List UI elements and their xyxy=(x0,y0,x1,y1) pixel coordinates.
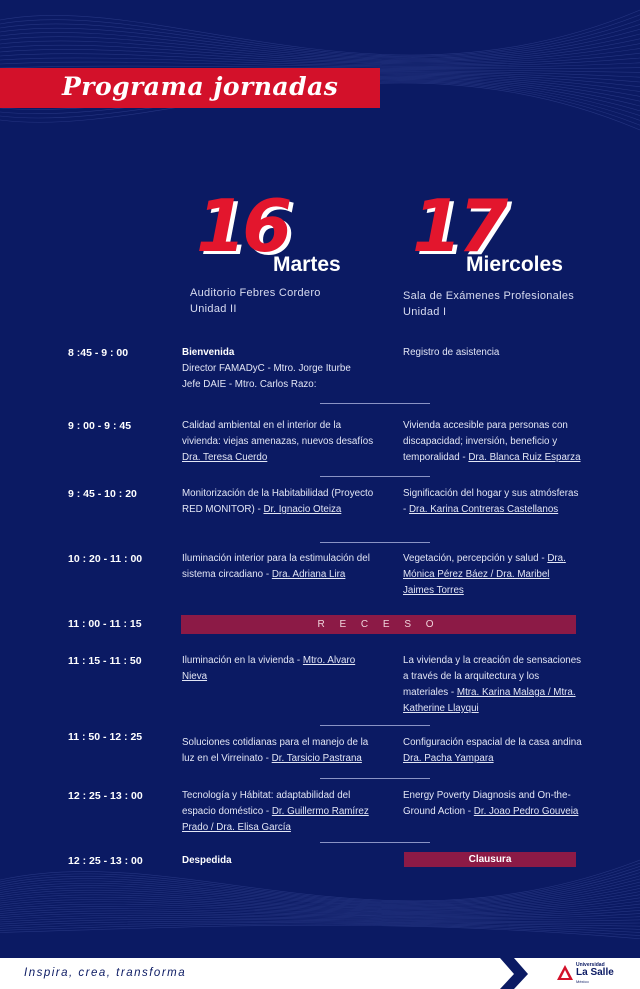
venue-day-2 xyxy=(403,288,574,320)
time-slot: 11 : 15 - 11 : 50 xyxy=(68,655,142,667)
session-text: Iluminación en la vivienda - xyxy=(182,655,303,666)
venue-line-1: Auditorio Febres Cordero xyxy=(190,287,321,299)
speaker-link[interactable]: Mtra. Karina Malaga / Mtra. Katherine Llayqui xyxy=(403,687,576,714)
speaker-link[interactable]: Dra. Karina Contreras Castellanos xyxy=(408,504,559,515)
session-day1 xyxy=(182,788,382,836)
session-text: Iluminación interior para la estimulación del sistema circadiano - xyxy=(182,553,370,580)
venue-line-2: Unidad I xyxy=(403,306,447,318)
day-number-17: 17 xyxy=(412,184,505,268)
session-text: Tecnología y Hábitat: adaptabilidad del espacio doméstico - xyxy=(182,790,351,817)
speaker-link[interactable]: Dra. Adriana Lira xyxy=(271,569,346,580)
tagline: Inspira, crea, transforma xyxy=(24,967,187,979)
row-divider xyxy=(320,842,430,843)
session-farewell xyxy=(182,853,382,869)
logo-name: La Salle xyxy=(576,967,614,978)
time-slot: 11 : 00 - 11 : 15 xyxy=(68,618,142,630)
session-text: Monitorización de la Habitabilidad (Proyecto RED MONITOR) - xyxy=(182,488,374,515)
row-divider xyxy=(320,403,430,404)
time-slot: 11 : 50 - 12 : 25 xyxy=(68,731,143,743)
session-title: Bienvenida xyxy=(182,347,235,358)
venue-day-1 xyxy=(190,285,321,317)
time-slot: 8 :45 - 9 : 00 xyxy=(68,347,129,359)
session-day1 xyxy=(182,418,382,466)
speaker-link[interactable]: Dra. Blanca Ruiz Esparza xyxy=(468,452,581,463)
time-slot: 10 : 20 - 11 : 00 xyxy=(68,553,143,565)
time-slot: 12 : 25 - 13 : 00 xyxy=(68,790,143,802)
session-day1 xyxy=(182,735,382,767)
session-welcome xyxy=(182,345,382,393)
logo-country: México xyxy=(576,979,589,984)
day-name-miercoles: Miercoles xyxy=(466,253,563,276)
session-text: Calidad ambiental en el interior de la vivienda: viejas amenazas, nuevos desafíos xyxy=(182,420,374,447)
session-line: Jefe DAIE - Mtro. Carlos Razo: xyxy=(182,379,317,390)
speaker-link[interactable]: Dr. Tarsicio Pastrana xyxy=(271,753,362,764)
venue-line-1: Sala de Exámenes Profesionales xyxy=(403,290,575,302)
session-day1 xyxy=(182,486,382,518)
speaker-link[interactable]: Dra. Teresa Cuerdo xyxy=(182,452,268,463)
footer-chevron-icon xyxy=(500,944,540,989)
time-slot: 9 : 45 - 10 : 20 xyxy=(68,488,137,500)
session-title: Despedida xyxy=(182,855,232,866)
row-divider xyxy=(320,725,430,726)
session-day1 xyxy=(182,551,382,583)
session-text: La vivienda y la creación de sensaciones a través de la arquitectura y los materiales - xyxy=(403,655,582,698)
closing-band: Clausura xyxy=(404,852,576,867)
speaker-link[interactable]: Dr. Ignacio Oteiza xyxy=(263,504,342,515)
session-day2 xyxy=(403,788,583,820)
session-text: Vivienda accesible para personas con discapacidad; inversión, beneficio y temporalidad - xyxy=(403,420,568,463)
session-line: Director FAMADyC - Mtro. Jorge Iturbe xyxy=(182,363,351,374)
day-number-16: 16 xyxy=(196,184,289,268)
time-slot: 12 : 25 - 13 : 00 xyxy=(68,855,143,867)
page-title: Programa jornadas xyxy=(62,72,339,101)
session-day2 xyxy=(403,653,583,717)
session-text: Significación del hogar y sus atmósferas - xyxy=(403,488,579,515)
speaker-link[interactable]: Dr. Guillermo Ramírez Prado / Dra. Elisa García xyxy=(182,806,369,833)
session-day2 xyxy=(403,735,583,767)
speaker-link[interactable]: Mtro. Alvaro Nieva xyxy=(182,655,356,682)
row-divider xyxy=(320,476,430,477)
speaker-link[interactable]: Dr. Joao Pedro Gouveia xyxy=(473,806,579,817)
speaker-link[interactable]: Dra. Mónica Pérez Báez / Dra. Maribel Jaimes Torres xyxy=(403,553,566,596)
session-registration: Registro de asistencia xyxy=(403,347,500,358)
session-day2 xyxy=(403,418,583,466)
time-slot: 9 : 00 - 9 : 45 xyxy=(68,420,132,432)
row-divider xyxy=(320,778,430,779)
session-text: Soluciones cotidianas para el manejo de la luz en el Virreinato - xyxy=(182,737,369,764)
day-name-martes: Martes xyxy=(273,253,341,276)
break-band: R E C E S O xyxy=(181,615,576,634)
session-text: Configuración espacial de la casa andina xyxy=(403,737,582,748)
speaker-link[interactable]: Dra. Pacha Yampara xyxy=(403,753,494,764)
session-day1 xyxy=(182,653,382,685)
venue-line-2: Unidad II xyxy=(190,303,237,315)
logo-university: Universidad xyxy=(576,962,605,968)
session-day2 xyxy=(403,486,583,518)
row-divider xyxy=(320,542,430,543)
session-day2 xyxy=(403,551,583,599)
session-text: Energy Poverty Diagnosis and On-the-Ground Action - xyxy=(403,790,571,817)
session-text: Vegetación, percepción y salud - xyxy=(403,553,548,564)
